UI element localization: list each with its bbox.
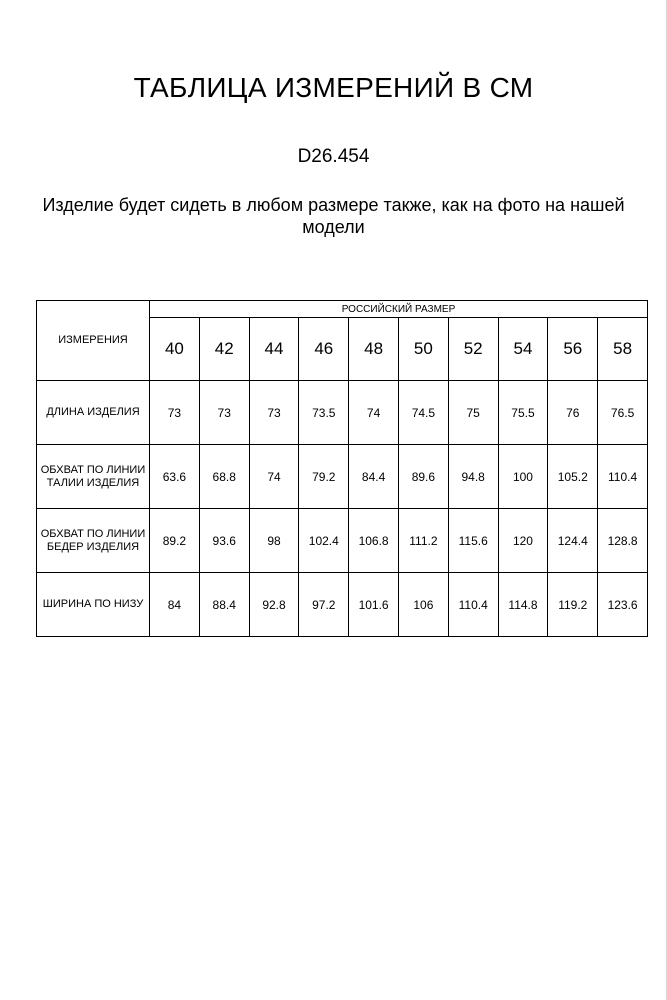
table-cell: 123.6 xyxy=(598,573,648,637)
table-cell: 73 xyxy=(199,381,249,445)
table-row xyxy=(37,573,648,637)
size-header-58: 58 xyxy=(598,318,648,381)
table-cell: 98 xyxy=(249,509,299,573)
table-cell: 119.2 xyxy=(548,573,598,637)
article-code: D26.454 xyxy=(297,146,370,167)
table-cell: 63.6 xyxy=(150,445,200,509)
size-header-48: 48 xyxy=(349,318,399,381)
table-cell: 106 xyxy=(398,573,448,637)
table-row xyxy=(37,509,648,573)
size-table xyxy=(36,300,648,637)
size-header-46: 46 xyxy=(299,318,349,381)
size-header-44: 44 xyxy=(249,318,299,381)
row-label: ДЛИНА ИЗДЕЛИЯ xyxy=(37,381,150,445)
table-cell: 94.8 xyxy=(448,445,498,509)
russian-size-header: РОССИЙСКИЙ РАЗМЕР xyxy=(150,301,648,318)
table-row xyxy=(37,445,648,509)
table-cell: 84.4 xyxy=(349,445,399,509)
table-cell: 88.4 xyxy=(199,573,249,637)
fit-note: Изделие будет сидеть в любом размере также, как на фото на нашей модели xyxy=(42,195,625,237)
table-header-group-row xyxy=(37,301,648,318)
table-body xyxy=(37,381,648,637)
table-cell: 111.2 xyxy=(398,509,448,573)
size-header-50: 50 xyxy=(398,318,448,381)
table-cell: 120 xyxy=(498,509,548,573)
table-cell: 73 xyxy=(249,381,299,445)
row-label: ШИРИНА ПО НИЗУ xyxy=(37,573,150,637)
table-cell: 75 xyxy=(448,381,498,445)
page-title: ТАБЛИЦА ИЗМЕРЕНИЙ В СМ xyxy=(133,72,534,103)
table-cell: 97.2 xyxy=(299,573,349,637)
row-label: ОБХВАТ ПО ЛИНИИ ТАЛИИ ИЗДЕЛИЯ xyxy=(37,445,150,509)
table-cell: 76 xyxy=(548,381,598,445)
table-cell: 75.5 xyxy=(498,381,548,445)
table-cell: 79.2 xyxy=(299,445,349,509)
table-cell: 68.8 xyxy=(199,445,249,509)
table-cell: 74 xyxy=(349,381,399,445)
table-cell: 124.4 xyxy=(548,509,598,573)
table-cell: 105.2 xyxy=(548,445,598,509)
table-cell: 76.5 xyxy=(598,381,648,445)
measurements-header: ИЗМЕРЕНИЯ xyxy=(37,301,150,381)
table-cell: 110.4 xyxy=(448,573,498,637)
table-cell: 73.5 xyxy=(299,381,349,445)
table-cell: 84 xyxy=(150,573,200,637)
table-cell: 101.6 xyxy=(349,573,399,637)
table-cell: 100 xyxy=(498,445,548,509)
table-cell: 115.6 xyxy=(448,509,498,573)
table-cell: 114.8 xyxy=(498,573,548,637)
table-row xyxy=(37,381,648,445)
row-label: ОБХВАТ ПО ЛИНИИ БЕДЕР ИЗДЕЛИЯ xyxy=(37,509,150,573)
table-cell: 110.4 xyxy=(598,445,648,509)
size-header-56: 56 xyxy=(548,318,598,381)
table-cell: 106.8 xyxy=(349,509,399,573)
size-header-40: 40 xyxy=(150,318,200,381)
table-cell: 73 xyxy=(150,381,200,445)
size-header-52: 52 xyxy=(448,318,498,381)
table-cell: 128.8 xyxy=(598,509,648,573)
table-cell: 92.8 xyxy=(249,573,299,637)
table-cell: 102.4 xyxy=(299,509,349,573)
table-cell: 74.5 xyxy=(398,381,448,445)
table-cell: 89.6 xyxy=(398,445,448,509)
size-header-54: 54 xyxy=(498,318,548,381)
table-cell: 89.2 xyxy=(150,509,200,573)
table-cell: 93.6 xyxy=(199,509,249,573)
size-header-42: 42 xyxy=(199,318,249,381)
table-cell: 74 xyxy=(249,445,299,509)
